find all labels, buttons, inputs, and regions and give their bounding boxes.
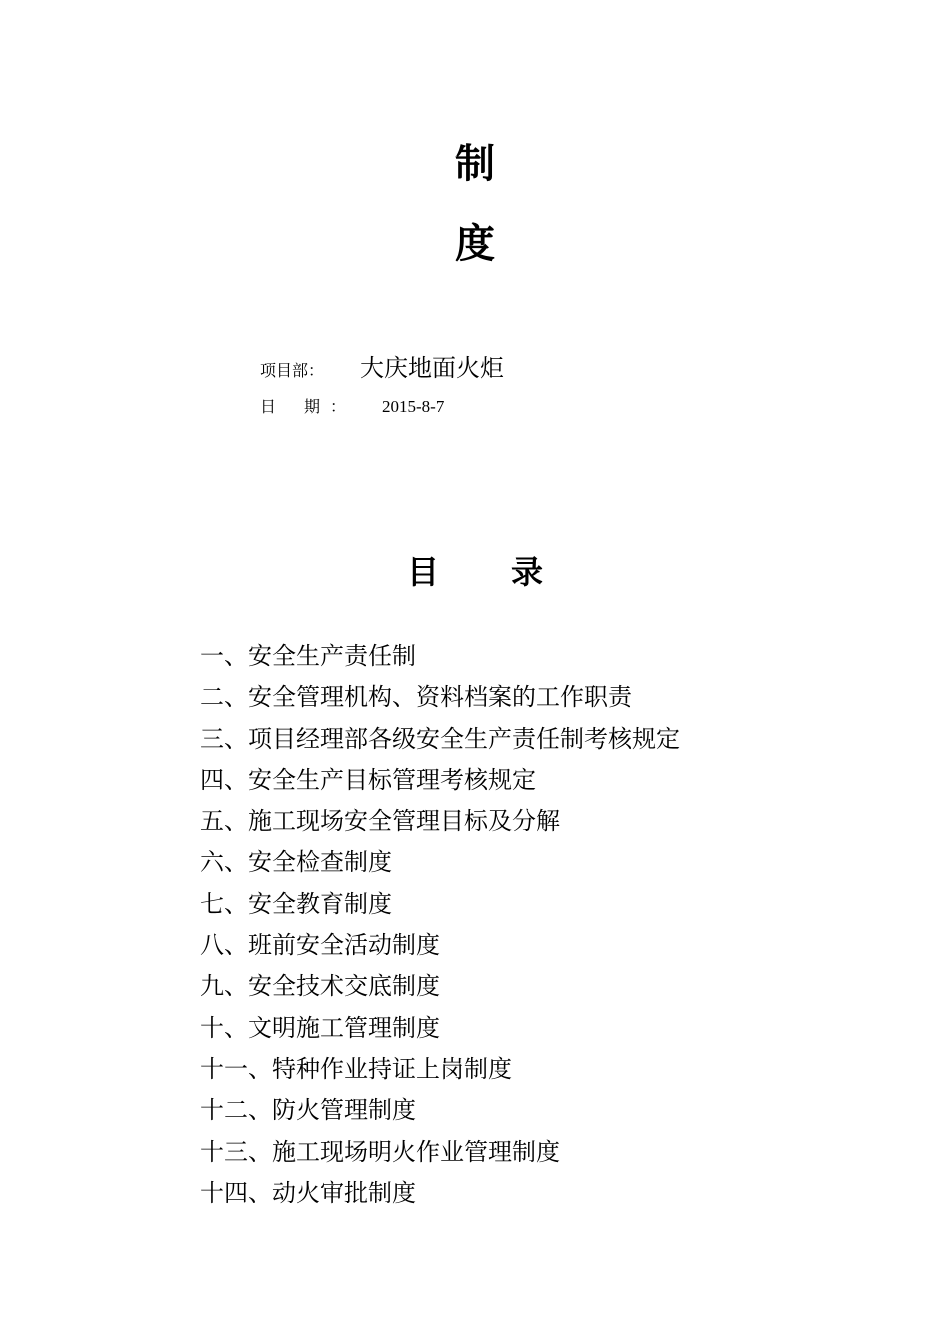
toc-title <box>0 552 950 592</box>
toc-item[interactable]: 五、施工现场安全管理目标及分解 <box>200 807 560 836</box>
date-label-colon: ： <box>330 397 347 416</box>
toc-item[interactable]: 十、文明施工管理制度 <box>200 1013 440 1042</box>
project-row <box>260 348 504 383</box>
project-label: 项目部： <box>260 361 325 380</box>
toc-item[interactable]: 二、安全管理机构、资料档案的工作职责 <box>200 683 632 712</box>
toc-item[interactable]: 一、安全生产责任制 <box>200 642 416 670</box>
toc-item[interactable]: 十三、施工现场明火作业管理制度 <box>200 1137 560 1166</box>
title-char-1: 制 <box>455 141 495 187</box>
toc-item[interactable]: 十四、动火审批制度 <box>200 1178 416 1207</box>
toc-item[interactable]: 八、班前安全活动制度 <box>200 931 440 960</box>
toc-item[interactable]: 十一、特种作业持证上岗制度 <box>200 1054 512 1083</box>
date-value: 2015-8-7 <box>382 397 445 416</box>
toc-title-char-2: 录 <box>511 553 544 591</box>
title-char-2: 度 <box>455 221 495 267</box>
toc-item[interactable]: 九、安全技术交底制度 <box>200 972 440 1001</box>
date-row <box>260 394 444 417</box>
toc-title-char-1: 目 <box>406 553 439 591</box>
date-label-char-1: 日 <box>260 397 277 416</box>
toc-item[interactable]: 十二、防火管理制度 <box>200 1096 416 1125</box>
toc-item[interactable]: 七、安全教育制度 <box>200 889 392 918</box>
date-label-char-2: 期 <box>304 397 321 416</box>
toc-list <box>200 636 680 1214</box>
project-value: 大庆地面火炬 <box>360 354 504 382</box>
toc-item[interactable]: 六、安全检查制度 <box>200 848 392 877</box>
toc-item[interactable]: 四、安全生产目标管理考核规定 <box>200 765 536 794</box>
toc-item[interactable]: 三、项目经理部各级安全生产责任制考核规定 <box>200 724 680 753</box>
date-label <box>260 394 382 417</box>
